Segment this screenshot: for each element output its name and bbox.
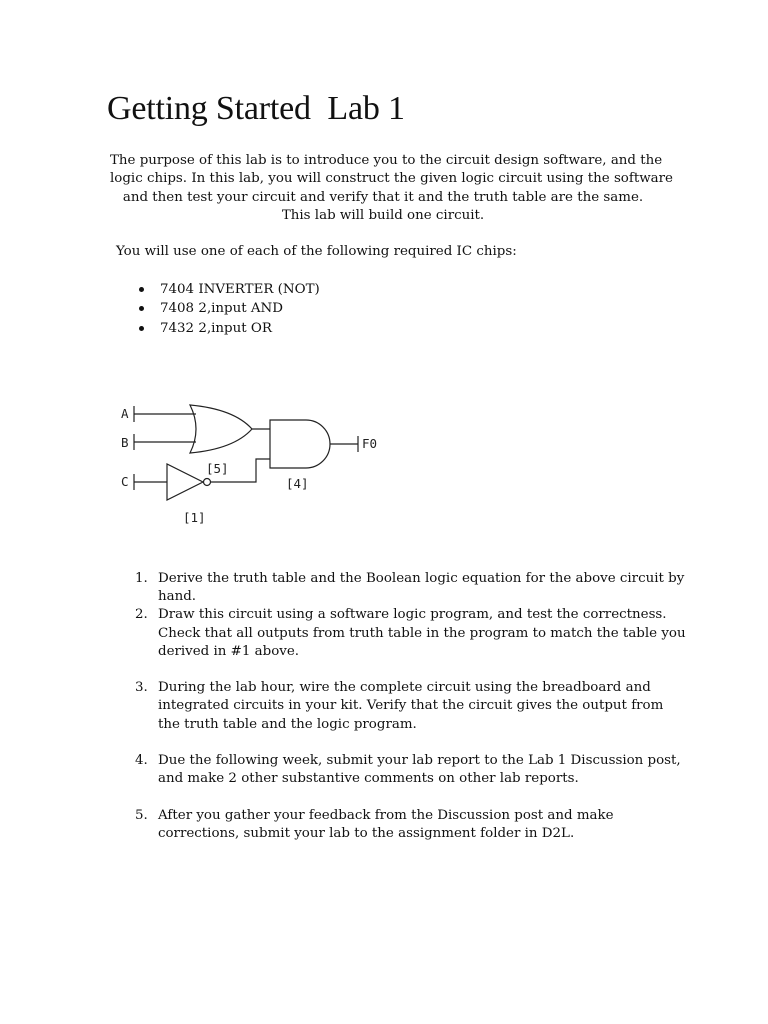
intro-line: logic chips. In this lab, you will construct the given logic circuit using the software <box>110 171 673 187</box>
step-line: Derive the truth table and the Boolean logic equation for the above circuit by <box>158 571 685 586</box>
step-line: derived in #1 above. <box>158 643 300 659</box>
chip-item: 7408 2‚input AND <box>137 299 320 318</box>
step-line: the truth table and the logic program. <box>158 716 417 732</box>
instruction-item <box>130 570 685 606</box>
page-title: Getting Started Lab 1 <box>107 90 405 127</box>
output-label: F0 <box>362 436 378 451</box>
chips-lead: You will use one of each of the following required IC chips: <box>116 244 517 259</box>
instruction-item <box>130 679 664 734</box>
logic-circuit-diagram <box>110 395 410 535</box>
step-line: Draw this circuit using a software logic program, and test the correctness. <box>158 607 667 623</box>
chip-item: 7432 2‚input OR <box>137 319 320 338</box>
or-gate-label: [5] <box>206 461 229 476</box>
chip-list <box>137 280 320 338</box>
instruction-item <box>130 752 681 788</box>
step-line: hand. <box>158 589 197 605</box>
intro-line: The purpose of this lab is to introduce you to the circuit design software, and the <box>110 153 663 168</box>
not-gate-label: [1] <box>183 510 206 525</box>
step-line: During the lab hour, wire the complete circuit using the breadboard and <box>158 680 651 696</box>
step-number: 4. <box>135 753 148 768</box>
or-gate <box>190 405 252 453</box>
not-gate-bubble <box>204 479 211 486</box>
intro-line: This lab will build one circuit. <box>281 207 485 223</box>
step-number: 2. <box>135 607 148 623</box>
step-line: Check that all outputs from truth table in the program to match the table you <box>158 625 686 641</box>
step-line: and make 2 other substantive comments on other lab reports. <box>158 771 579 787</box>
step-line: Due the following week, submit your lab report to the Lab 1 Discussion post, <box>158 753 681 768</box>
input-c-label: C <box>121 474 129 489</box>
not-gate <box>167 464 203 500</box>
input-b-label: B <box>121 435 129 450</box>
and-gate <box>270 420 330 468</box>
input-a-label: A <box>121 406 129 421</box>
instruction-item <box>130 807 660 843</box>
intro-line: and then test your circuit and verify that it and the truth table are the same. <box>122 189 644 205</box>
and-gate-label: [4] <box>286 476 309 491</box>
step-number: 3. <box>135 680 148 696</box>
intro-paragraph <box>110 152 673 225</box>
step-number: 5. <box>135 807 148 823</box>
instructions-list <box>130 570 686 843</box>
step-number: 1. <box>135 571 148 586</box>
instruction-item <box>130 606 686 661</box>
step-line: After you gather your feedback from the Discussion post and make <box>158 807 614 823</box>
step-line: integrated circuits in your kit. Verify that the circuit gives the output from <box>158 698 664 714</box>
step-line: corrections, submit your lab to the assignment folder in D2L. <box>158 825 575 841</box>
chip-item: 7404 INVERTER (NOT) <box>137 280 320 299</box>
